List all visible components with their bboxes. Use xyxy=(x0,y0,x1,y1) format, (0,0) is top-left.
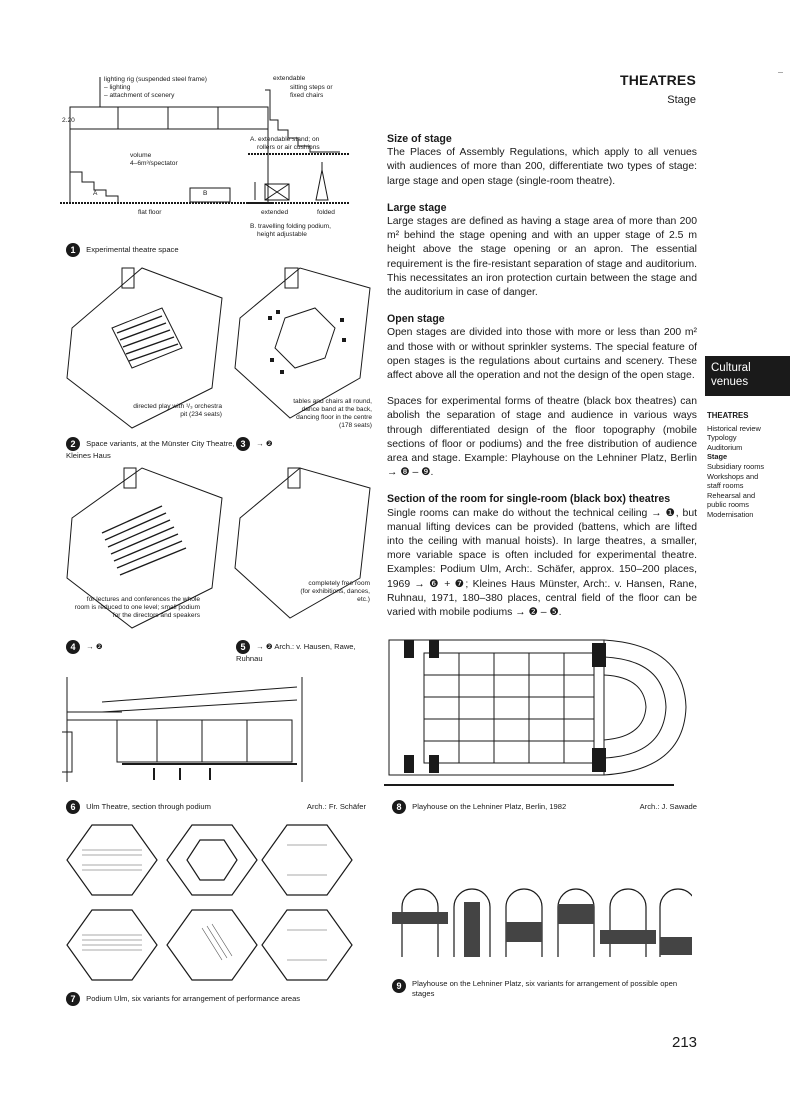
fig1-label-podium-b-2: height adjustable xyxy=(257,231,307,238)
side-nav-item-active[interactable]: Stage xyxy=(707,452,728,462)
figure-5-drawing xyxy=(230,458,380,633)
page-title: THEATRES xyxy=(619,72,696,88)
section-text: Spaces for experimental forms of theatre (black box theatres) can abolish the separation of stage and audience in various ways through differentiated design of the floor topography (mobile sections of floor or podiums) and the free distribution of audience area and stage. Example: Playhouse on the Lehniner Platz, Berlin → ❽ – ❾. xyxy=(387,396,697,479)
fig1-label-rig: lighting rig (suspended steel frame) xyxy=(104,76,207,83)
figure-caption-text: Playhouse on the Lehniner Platz, Berlin, 1982 xyxy=(412,802,567,811)
fig1-label-extendable: extendable xyxy=(273,75,306,82)
fig1-label-extended: extended xyxy=(261,209,289,216)
figure-credit: Arch.: Fr. Schäfer xyxy=(306,802,366,811)
fig1-label-stand-a-2: rollers or air cushions xyxy=(257,144,320,151)
figure-number-badge: 9 xyxy=(392,979,406,993)
figure-caption-text: Playhouse on the Lehniner Platz, six variants for arrangement of possible open stages xyxy=(412,979,678,998)
fig2-note: directed play with ¹/₃ orchestra pit (234 seats) xyxy=(133,403,222,418)
figure-7-caption xyxy=(66,992,366,1006)
figure-caption-text: Podium Ulm, six variants for arrangement of performance areas xyxy=(86,994,301,1003)
body-text xyxy=(387,132,697,632)
side-nav-item[interactable]: Modernisation xyxy=(707,509,754,519)
figure-number-badge: 8 xyxy=(392,800,406,814)
figure-reference: → ❷ xyxy=(86,642,103,651)
fig5-note: completely free room (for exhibitions, dances, etc.) xyxy=(300,580,370,603)
fig1-label-podium-b: B. travelling folding podium, xyxy=(250,223,332,230)
section-text: The Places of Assembly Regulations, which apply to all venues with audiences of more than 200, differentiate two types of stage: large stage and open stage (single-room theatre). xyxy=(387,147,697,187)
figure-number-badge: 7 xyxy=(66,992,80,1006)
figure-reference: → ❷ Arch.: v. Hausen, Rawe, Ruhnau xyxy=(236,642,356,663)
figure-number-badge: 2 xyxy=(66,437,80,451)
section-heading: Size of stage xyxy=(387,133,452,145)
fig1-label-steps-2: fixed chairs xyxy=(290,92,324,99)
chapter-tab-line: Cultural xyxy=(711,362,751,374)
fig1-label-folded: folded xyxy=(317,209,335,216)
page-subtitle: Stage xyxy=(667,94,696,106)
side-nav-item[interactable]: Auditorium xyxy=(707,442,743,452)
section-text: Single rooms can make do without the technical ceiling → ❶, but manual lifting devices can be provided (battens, which are lifted into the ceiling with manual hoists). In large theatres, a smaller, more variable space is often included for experimental theatre. Examples: Podium Ulm, Arch:. Schäfer, approx. 150–200 places, 1969 → ❻ + ❼; Kleines Haus Münster, Arch:. v. Hansen, Rane, Ruhnau, 1971, 180–380 places, central field of the floor can be varied with mobile podiums → ❷ – ❺. xyxy=(387,507,697,619)
figure-7-drawing xyxy=(62,820,362,988)
fig1-label-b: B xyxy=(203,190,208,197)
fig1-label-stand-a: A. extendable stand; on xyxy=(250,136,320,143)
fig4-note: for lectures and conferences the whole room is reduced to one level; small podium for the directors and speakers xyxy=(74,596,200,619)
page-number: 213 xyxy=(672,1034,698,1051)
side-nav-item[interactable]: Rehearsal and xyxy=(707,490,756,500)
fig1-label-floor: flat floor xyxy=(138,209,162,216)
side-nav-item[interactable]: Historical review xyxy=(707,423,761,433)
fig1-label-a: A xyxy=(93,190,98,197)
figure-caption-text: Experimental theatre space xyxy=(86,245,179,254)
figure-4-caption xyxy=(66,640,103,654)
figure-number-badge: 4 xyxy=(66,640,80,654)
side-nav-item[interactable]: Workshops and xyxy=(707,471,759,481)
fig1-label-volume-2: 4–6m³/spectator xyxy=(130,160,178,167)
figure-6-drawing xyxy=(62,672,362,792)
figure-5-caption xyxy=(236,640,376,664)
figure-number-badge: 3 xyxy=(236,437,250,451)
figure-reference: → ❷ xyxy=(256,439,273,448)
section-text: Large stages are defined as having a stage area of more than 200 m² behind the stage opening and with an upper stage of 2.5 m height above the stage opening or an apron. The essential requirement is the fire-resistant separation of stage and auditorium. This necessitates an iron protection curtain between the stage and the auditorium in case of danger. xyxy=(387,216,697,299)
section-heading: Large stage xyxy=(387,201,447,214)
chapter-tab[interactable] xyxy=(705,356,790,396)
margin-tick xyxy=(778,72,783,73)
section-heading: Section of the room for single-room (black box) theatres xyxy=(387,493,671,506)
figure-3-caption xyxy=(236,437,273,451)
figure-number-badge: 6 xyxy=(66,800,80,814)
figure-1-caption xyxy=(66,243,179,257)
figure-9-drawing xyxy=(392,882,692,962)
figure-8-caption xyxy=(392,800,697,814)
side-nav-item[interactable]: public rooms xyxy=(707,500,749,510)
fig1-label-volume: volume xyxy=(130,152,152,159)
figure-number-badge: 1 xyxy=(66,243,80,257)
side-nav xyxy=(707,411,787,520)
fig1-label-lighting: – lighting xyxy=(104,84,131,91)
figure-caption-text: Ulm Theatre, section through podium xyxy=(86,802,211,811)
section-heading: Open stage xyxy=(387,313,445,326)
figure-8-drawing xyxy=(384,635,694,795)
side-nav-item[interactable]: staff rooms xyxy=(707,481,744,491)
fig1-label-steps: sitting steps or xyxy=(290,84,333,91)
side-nav-heading: THEATRES xyxy=(707,411,749,420)
side-nav-item[interactable]: Typology xyxy=(707,433,737,443)
figure-caption-text: Space variants, at the Münster City Theatre, Kleines Haus xyxy=(66,439,235,460)
figure-9-caption xyxy=(392,979,697,999)
fig1-label-scenery: – attachment of scenery xyxy=(104,92,175,99)
fig1-label-height: 2.20 xyxy=(62,117,75,124)
figure-6-caption xyxy=(66,800,366,814)
chapter-tab-line: venues xyxy=(711,376,749,388)
side-nav-item[interactable]: Subsidiary rooms xyxy=(707,461,765,471)
fig3-note: tables and chairs all round, dance band at the back, dancing floor in the centre (178 seats) xyxy=(293,398,372,429)
figure-number-badge: 5 xyxy=(236,640,250,654)
section-text: Open stages are divided into those with more or less than 200 m² and those with or without sprinkler systems. The special feature of open stages is the regulations about curtains and scenery. These affect above all the operation and not the design of the open stage. xyxy=(387,327,697,382)
figure-credit: Arch.: J. Sawade xyxy=(639,802,697,811)
